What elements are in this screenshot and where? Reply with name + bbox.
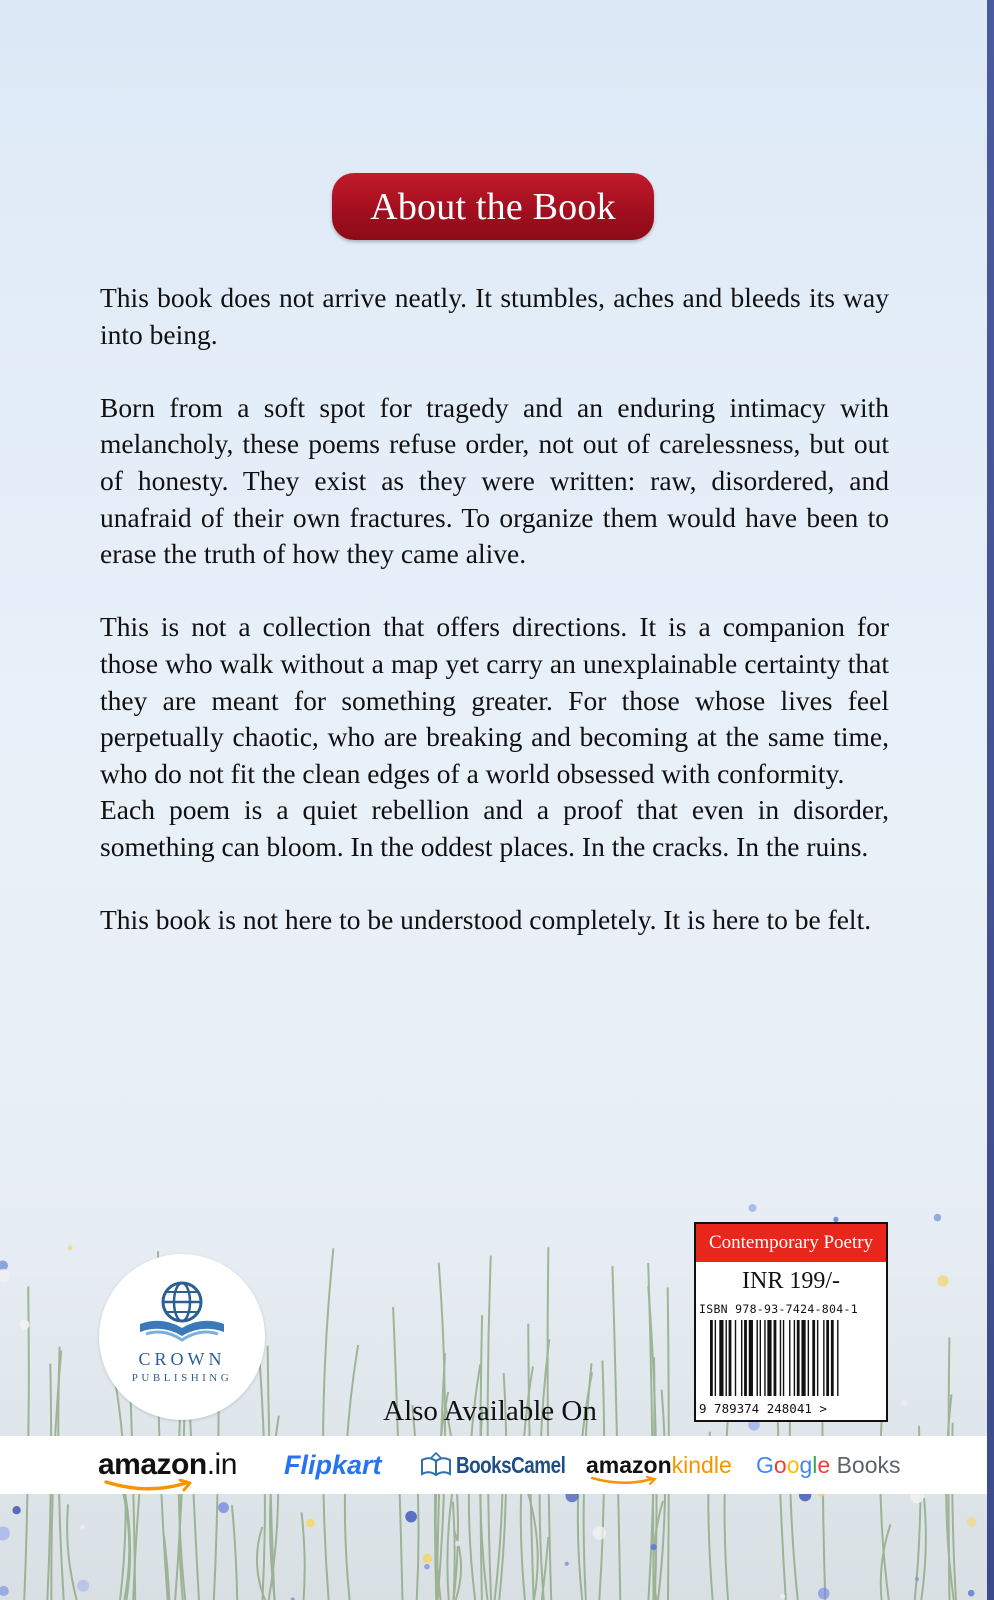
publisher-name: CROWN [138,1349,226,1369]
publisher-logo [99,1254,265,1420]
isbn-text: ISBN 978-93-7424-804-1 [699,1302,858,1316]
description-paragraph: Each poem is a quiet rebellion and a proof that even in disorder, something can bloom. In the oddest places. In the cracks. In the ruins. [100,794,889,862]
flipkart-wordmark: Flipkart [284,1449,382,1480]
bookscamel-word-a: Books [456,1451,512,1478]
price-label: INR 199/- [742,1268,840,1294]
amazon-kindle-logo[interactable] [586,1436,732,1494]
description-paragraph: This book does not arrive neatly. It stumbles, aches and bleeds its way into being. [100,282,889,350]
description-paragraph: This is not a collection that offers directions. It is a companion for those who walk without a map yet carry an unexplainable certainty that they are meant for something greater. For those whose lives feel perpetually chaotic, who are breaking and becoming at the same time, who do not fit the clean edges of a world obsessed with conformity. [100,611,889,789]
description-paragraph: This book is not here to be understood completely. It is here to be felt. [100,904,872,936]
description-paragraph: Born from a soft spot for tragedy and an enduring intimacy with melancholy, these poems refuse order, not out of carelessness, but out of honesty. They exist as they were written: raw, disordered, and unafraid of their own fractures. To organize them would have been to erase the truth of how they came alive. [100,391,889,570]
kindle-smile-icon [590,1476,660,1486]
google-books-word: Books [830,1451,901,1478]
publisher-subname: PUBLISHING [131,1372,233,1384]
bookscamel-logo[interactable] [420,1436,589,1494]
flipkart-logo[interactable] [284,1436,382,1494]
google-letter: l [812,1451,818,1478]
amazon-domain-suffix: .in [206,1448,237,1481]
section-heading: About the Book [332,173,654,240]
isbn-barcode-panel [694,1222,888,1422]
bookscamel-word-b: Camel [511,1451,566,1478]
amazon-smile-icon [104,1479,196,1493]
globe-book-icon [134,1280,230,1346]
google-books-logo[interactable] [756,1436,901,1494]
kindle-amazon-wordmark: amazon [586,1451,672,1478]
cover-edge-strip [987,0,994,1600]
google-letter: o [773,1451,787,1478]
google-letter: g [799,1451,813,1478]
google-letter: o [786,1451,800,1478]
barcode-icon [710,1320,875,1396]
barcode-digits: 9 789374 248041 > [699,1401,827,1416]
open-book-icon [420,1452,452,1478]
kindle-wordmark: kindle [671,1451,732,1478]
amazon-wordmark: amazon [98,1448,207,1481]
google-letter: G [756,1451,774,1478]
also-available-label: Also Available On [383,1395,597,1427]
google-letter: e [817,1451,831,1478]
genre-label: Contemporary Poetry [696,1224,886,1262]
store-logos-band [0,1436,987,1494]
book-description [100,280,889,939]
amazon-in-logo[interactable] [98,1436,237,1494]
